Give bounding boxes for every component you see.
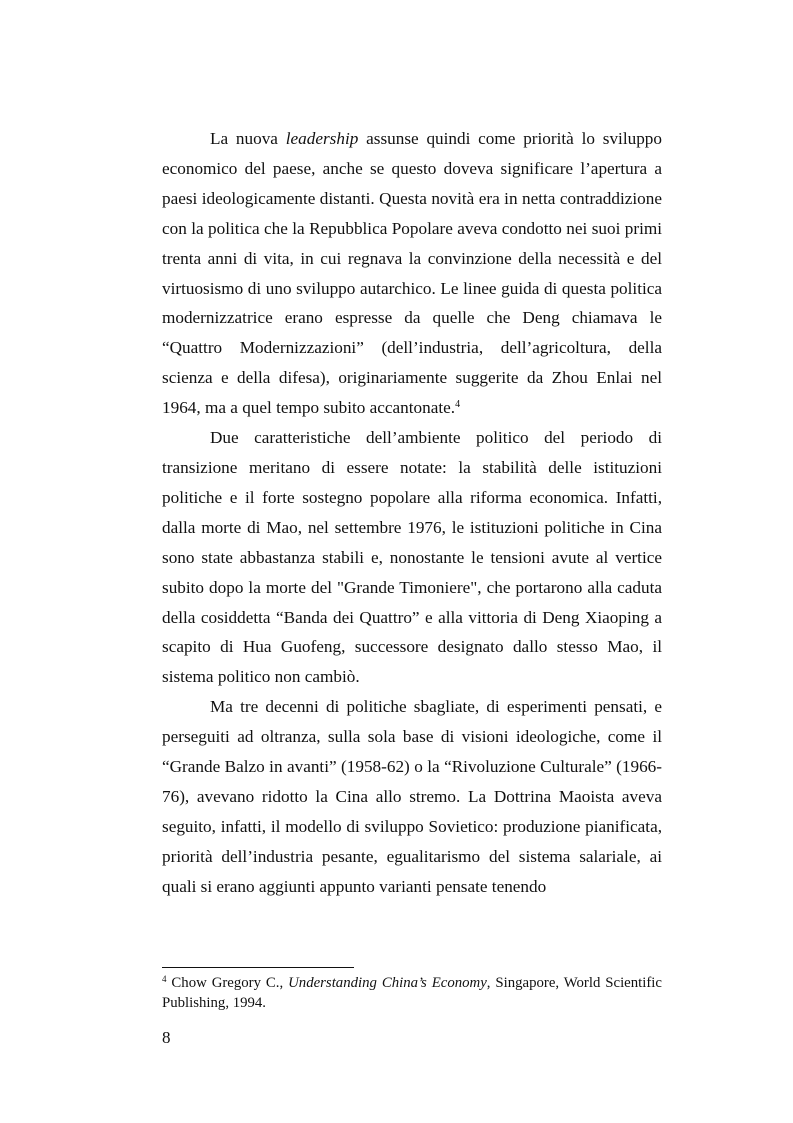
footnote-post: , Singapore, World Scientific Publishing, 1994. [162, 975, 662, 1011]
footnote-pre: Chow Gregory C., [166, 975, 289, 991]
footnote-number: 4 [162, 974, 167, 984]
paragraph-2: Due caratteristiche dell’ambiente politico del periodo di transizione meritano di essere notate: la stabilità delle istituzioni politiche e il forte sostegno popolare alla riforma economica. Infatti, dalla morte di Mao, nel settembre 1976, le istituzioni politiche in Cina sono state abbastanza stabili e, nonostante le tensioni avute al vertice subito dopo la morte del "Grande Timoniere", che portarono alla caduta della cosiddetta “Banda dei Quattro” e alla vittoria di Deng Xiaoping a scapito di Hua Guofeng, successore designato dallo stesso Mao, il sistema politico non cambiò. [162, 428, 662, 687]
paragraph-3: Ma tre decenni di politiche sbagliate, di esperimenti pensati, e perseguiti ad oltranza, sulla sola base di visioni ideologiche, come il “Grande Balzo in avanti” (1958-62) o la “Rivoluzione Culturale” (1966-76), avevano ridotto la Cina allo stremo. La Dottrina Maoista aveva seguito, infatti, il modello di sviluppo Sovietico: produzione pianificata, priorità dell’industria pesante, egualitarismo del sistema salariale, ai quali si erano aggiunti appunto varianti pensate tenendo [162, 697, 662, 896]
footnote-title: Understanding China’s Economy [288, 975, 487, 991]
footnote-reference[interactable]: 4 [455, 399, 461, 411]
footnote [162, 973, 662, 1013]
paragraph-1-pre: La nuova [210, 129, 286, 148]
body-text [162, 124, 662, 902]
paragraph-1 [162, 124, 662, 423]
page-number: 8 [162, 1028, 171, 1047]
footnote-separator [162, 967, 354, 968]
paragraph-1-post: assunse quindi come priorità lo sviluppo economico del paese, anche se questo doveva significare l’apertura a paesi ideologicamente distanti. Questa novità era in netta contraddizione con la politica che la Repubblica Popolare aveva condotto nei suoi primi trenta anni di vita, in cui regnava la convinzione della necessità e del virtuosismo di uno sviluppo autarchico. Le linee guida di questa politica modernizzatrice erano espresse da quelle che Deng chiamava le “Quattro Modernizzazioni” (dell’industria, dell’agricoltura, della scienza e della difesa), originariamente suggerite da Zhou Enlai nel 1964, ma a quel tempo subito accantonate. [162, 129, 662, 418]
paragraph-1-emphasis: leadership [285, 129, 359, 148]
